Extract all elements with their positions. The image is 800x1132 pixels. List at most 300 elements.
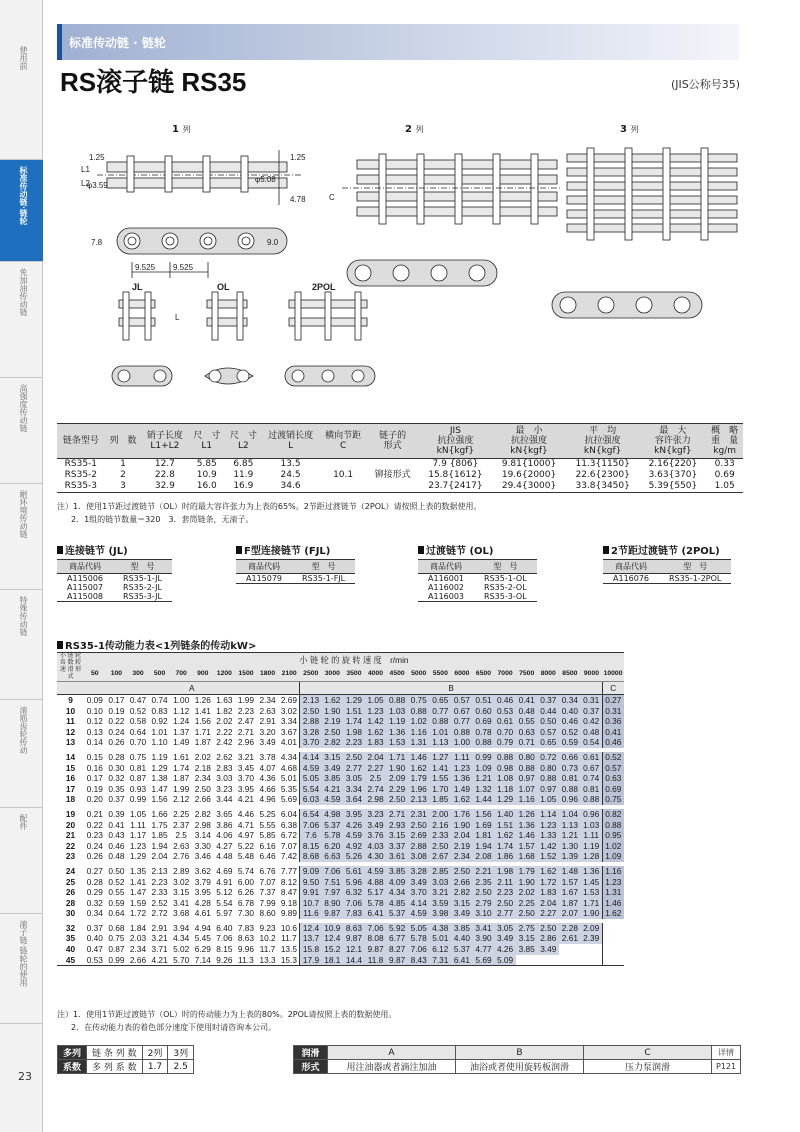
power-cell: 0.95 <box>602 830 624 841</box>
power-cell: 1.33 <box>537 830 559 841</box>
speed-cell: 300 <box>127 668 149 682</box>
power-cell: 3.49 <box>451 908 473 919</box>
power-cell: 5.37 <box>386 908 408 919</box>
multi-label-2: 系数 <box>58 1060 87 1074</box>
power-cell: 6.16 <box>259 840 276 851</box>
power-cell: 5.37 <box>322 820 344 831</box>
power-cell: 2.50 <box>300 706 322 717</box>
power-cell: 1.81 <box>473 830 495 841</box>
power-cell: 2.13 <box>151 865 168 876</box>
power-cell: 0.22 <box>108 716 125 727</box>
spec-cell: 9.81{1000} <box>501 459 557 469</box>
power-cell: 3.85 <box>322 773 344 784</box>
spec-cell: 6.85 <box>233 459 254 469</box>
speed-cell: 2100 <box>278 668 300 682</box>
teeth-cell: 35 <box>65 933 76 944</box>
power-cell: 2.71 <box>237 726 255 737</box>
power-row <box>57 944 624 955</box>
spec-cell: 7.9 {806} <box>432 459 479 469</box>
power-row <box>57 737 624 748</box>
power-cell: 1.16 <box>516 794 538 805</box>
power-cell: 1.57 <box>516 841 538 852</box>
power-cell: 1.01 <box>430 727 452 738</box>
spec-cell: 0.69 <box>714 470 735 480</box>
power-cell: 2.82 <box>194 808 211 819</box>
sidebar-item[interactable]: 免加油传动链 <box>0 262 43 378</box>
power-cell: 3.45 <box>237 762 255 773</box>
spec-cell: 5.85 <box>196 459 217 469</box>
power-cell: 17.9 <box>300 955 322 966</box>
power-cell: 1.29 <box>494 794 516 805</box>
power-cell: 0.52 <box>108 876 125 887</box>
power-cell: 0.53 <box>84 955 106 966</box>
power-cell: 7.06 <box>343 898 365 909</box>
zone-a: A <box>84 682 300 695</box>
power-speed-row <box>57 668 624 682</box>
power-cell <box>581 955 603 966</box>
power-cell: 9.91 <box>300 887 322 898</box>
connector-header-cell: 型 号 <box>474 560 537 574</box>
jis-code: (JIS公称号35) <box>670 78 740 91</box>
power-cell: 7.42 <box>280 851 297 862</box>
power-cell: 0.88 <box>516 763 538 774</box>
sidebar-item[interactable]: 滚筋齿轮传动 <box>0 700 43 808</box>
power-cell: 2.19 <box>451 841 473 852</box>
power-cell: 2.69 <box>408 830 430 841</box>
power-cell: 8.60 <box>259 908 276 919</box>
power-cell: 0.88 <box>473 737 495 748</box>
power-cell: 1.90 <box>516 877 538 888</box>
power-cell: 4.59 <box>300 763 322 774</box>
power-cell: 0.53 <box>494 706 516 717</box>
power-cell: 2.02 <box>216 716 233 727</box>
power-cell: 11.6 <box>300 908 322 919</box>
power-cell: 1.49 <box>451 784 473 795</box>
power-cell: 0.10 <box>86 705 103 716</box>
power-cell: 5.22 <box>237 840 255 851</box>
power-cell: 3.23 <box>365 809 387 820</box>
power-cell: 3.34 <box>343 784 365 795</box>
spec-cell: RS35-1 <box>64 459 98 469</box>
power-cell: 5.01 <box>430 933 452 944</box>
connector-cell: A116002 <box>428 583 465 592</box>
power-cell: 8.63 <box>237 933 255 944</box>
power-cell: 0.23 <box>86 830 103 841</box>
power-cell: 2.52 <box>151 897 168 908</box>
power-cell: 2.39 <box>581 933 603 944</box>
power-cell: 1.90 <box>451 820 473 831</box>
power-cell: 6.26 <box>237 887 255 898</box>
spec-cell <box>319 459 366 471</box>
multi-label-1: 多列 <box>58 1046 87 1060</box>
power-cell: 1.98 <box>494 866 516 877</box>
sidebar <box>0 0 43 1132</box>
power-cell: 2.16 <box>430 820 452 831</box>
power-cell: 13.5 <box>280 944 297 955</box>
connector-header-row <box>57 560 172 574</box>
power-cell: 0.52 <box>602 752 624 763</box>
power-cell: 1.24 <box>173 716 190 727</box>
power-cell: 1.62 <box>451 794 473 805</box>
power-cell: 5.25 <box>259 808 276 819</box>
power-cell: 0.30 <box>108 762 125 773</box>
power-cell: 8.08 <box>365 933 387 944</box>
power-cell: 0.46 <box>108 840 125 851</box>
connector-cell: RS35-2-JL <box>123 583 162 592</box>
power-cell: 0.36 <box>602 716 624 727</box>
teeth-cell: 24 <box>65 865 76 876</box>
connector-row <box>57 583 172 592</box>
power-cell: 1.46 <box>516 830 538 841</box>
connector-cell: RS35-1-FJL <box>292 574 355 584</box>
power-cell: 1.32 <box>473 784 495 795</box>
power-cell: 4.59 <box>343 830 365 841</box>
power-row <box>57 727 624 738</box>
speed-cell: 50 <box>84 668 106 682</box>
spec-row <box>57 481 743 493</box>
power-cell: 2.50 <box>386 794 408 805</box>
sidebar-item[interactable]: 耐环境传动链 <box>0 484 43 590</box>
power-cell: 2.96 <box>237 737 255 748</box>
power-cell: 1.46 <box>408 752 430 763</box>
power-cell: 3.70 <box>237 773 255 784</box>
power-cell: 0.96 <box>581 809 603 820</box>
view-label-single: 1 列 <box>172 124 191 135</box>
power-cell: 5.12 <box>216 887 233 898</box>
connector-cell: RS35-1-JL <box>123 574 162 583</box>
jl-label: JL <box>132 282 143 292</box>
power-cell: 0.32 <box>108 773 125 784</box>
spec-cell: 33.8{3450} <box>566 481 640 493</box>
ol-drawing <box>205 292 253 384</box>
power-cell: 1.19 <box>581 841 603 852</box>
triple-strand-side-view <box>552 292 702 318</box>
power-cell: 1.62 <box>322 695 344 706</box>
power-cell: 3.03 <box>430 877 452 888</box>
power-cell: 9.23 <box>259 922 276 933</box>
power-cell: 1.51 <box>343 706 365 717</box>
power-cell: 2.50 <box>451 866 473 877</box>
power-cell: 0.19 <box>108 705 125 716</box>
power-cell: 4.34 <box>173 933 190 944</box>
power-cell: 1.18 <box>494 784 516 795</box>
power-cell: 0.80 <box>516 752 538 763</box>
power-cell: 1.13 <box>430 737 452 748</box>
connector-cell: RS35-1-2POL <box>659 574 731 584</box>
spec-cell: 1 <box>120 459 126 469</box>
power-cell: 2.63 <box>173 840 190 851</box>
power-cell: 0.52 <box>559 727 581 738</box>
power-cell: 0.50 <box>537 716 559 727</box>
sidebar-item[interactable]: 标准传动链·链轮 <box>0 160 43 262</box>
power-cell: 2.02 <box>194 751 211 762</box>
power-cell: 3.85 <box>451 923 473 934</box>
dim-l1: L1 <box>81 165 90 174</box>
power-cell: 3.67 <box>280 726 297 737</box>
power-cell: 0.67 <box>451 706 473 717</box>
spec-cell: 12.7 <box>154 459 175 469</box>
power-cell: 1.08 <box>494 773 516 784</box>
spec-cell: 24.5 <box>280 470 301 480</box>
power-cell: 3.95 <box>343 809 365 820</box>
spec-row <box>57 470 743 481</box>
power-cell: 7.83 <box>237 922 255 933</box>
power-cell: 0.37 <box>537 695 559 706</box>
power-cell: 5.74 <box>237 865 255 876</box>
power-cell: 1.79 <box>408 773 430 784</box>
power-cell: 3.41 <box>173 897 190 908</box>
connector-header-cell: 商品代码 <box>57 560 113 574</box>
power-cell: 1.36 <box>451 773 473 784</box>
teeth-cell: 22 <box>65 840 76 851</box>
multi-col-3: 3列 <box>168 1046 194 1060</box>
power-cell: 0.71 <box>516 737 538 748</box>
power-cell: 1.05 <box>365 695 387 706</box>
teeth-cell: 32 <box>65 922 76 933</box>
power-cell: 0.87 <box>108 944 125 955</box>
power-cell: 5.70 <box>170 955 192 966</box>
power-cell: 0.65 <box>430 695 452 706</box>
connector-table <box>603 559 731 584</box>
power-cell: 5.55 <box>259 819 276 830</box>
sidebar-item[interactable]: 使用前 <box>0 40 43 160</box>
power-cell: 2.50 <box>537 923 559 934</box>
power-cell: 0.88 <box>581 794 603 805</box>
power-cell: 1.26 <box>516 809 538 820</box>
power-cell: 1.31 <box>408 737 430 748</box>
power-cell: 6.00 <box>237 876 255 887</box>
dim-top: 1.25 <box>89 153 105 162</box>
power-cell: 1.94 <box>151 840 168 851</box>
power-cell: 9.87 <box>322 908 344 919</box>
power-row <box>57 877 624 888</box>
power-cell: 6.32 <box>343 887 365 898</box>
power-cell: 7.14 <box>192 955 214 966</box>
power-cell: 4.91 <box>216 876 233 887</box>
lub-method-a: 用注油器或者滴注加油 <box>328 1060 456 1074</box>
power-cell: 1.99 <box>237 695 255 705</box>
spec-cell: 23.7{2417} <box>419 481 493 493</box>
power-cell: 2.34 <box>259 695 276 705</box>
power-cell: 1.23 <box>602 877 624 888</box>
power-cell: 1.62 <box>365 727 387 738</box>
power-cell: 1.53 <box>581 887 603 898</box>
zone-c: C <box>602 682 624 695</box>
power-cell: 0.26 <box>108 737 125 748</box>
power-cell: 3.49 <box>322 763 344 774</box>
connector-row <box>57 592 172 602</box>
power-cell: 3.49 <box>494 933 516 944</box>
power-zone-row <box>57 682 624 695</box>
power-cell: 4.46 <box>237 808 255 819</box>
sidebar-item[interactable]: 配件 <box>0 808 43 914</box>
spec-table <box>57 423 743 493</box>
connector-title: 连接链节 (JL) <box>57 546 172 558</box>
power-cell: 4.98 <box>322 809 344 820</box>
power-cell: 1.85 <box>151 830 168 841</box>
power-cell: 5.26 <box>343 851 365 862</box>
power-cell: 0.20 <box>86 794 103 805</box>
power-cell <box>516 955 538 966</box>
power-cell: 3.59 <box>430 898 452 909</box>
power-cell: 12.4 <box>322 933 344 944</box>
power-cell: 7.06 <box>365 923 387 934</box>
power-cell: 1.29 <box>151 762 168 773</box>
power-cell: 7.30 <box>237 908 255 919</box>
sidebar-item[interactable]: 特殊传动链 <box>0 590 43 700</box>
spec-cell: 29.4{3000} <box>492 481 566 493</box>
power-cell: 10.7 <box>300 898 322 909</box>
power-cell: 0.63 <box>602 773 624 784</box>
power-cell: 1.72 <box>537 877 559 888</box>
power-cell: 1.57 <box>559 877 581 888</box>
power-cell: 1.87 <box>173 773 190 784</box>
power-cell: 3.85 <box>386 866 408 877</box>
sidebar-item[interactable]: 高强度传动链 <box>0 378 43 484</box>
zone-b: B <box>300 682 602 695</box>
jl-drawing <box>112 292 172 386</box>
spec-cell: 1.05 <box>706 481 743 493</box>
power-cell: 1.56 <box>473 809 495 820</box>
power-cell: 5.54 <box>300 784 322 795</box>
power-cell: 0.16 <box>86 762 103 773</box>
power-cell: 1.45 <box>581 877 603 888</box>
spec-header-cell: 最 小 抗拉强度 kN{kgf} <box>492 424 566 459</box>
power-cell: 7.97 <box>322 887 344 898</box>
speed-label: 小 链 轮 的 旋 转 速 度 r/min <box>84 653 624 668</box>
power-cell: 1.62 <box>494 830 516 841</box>
power-cell: 2.76 <box>173 851 190 862</box>
power-cell: 1.16 <box>602 866 624 877</box>
dim-height-r: 9.0 <box>267 238 279 247</box>
teeth-cell: 28 <box>65 897 76 908</box>
power-cell: 0.47 <box>129 695 147 705</box>
power-cell: 0.26 <box>86 851 103 862</box>
power-cell: 1.55 <box>430 773 452 784</box>
power-row <box>57 866 624 877</box>
power-cell: 1.39 <box>559 851 581 862</box>
power-cell: 0.48 <box>108 851 125 862</box>
power-cell: 3.68 <box>173 908 190 919</box>
power-cell: 3.21 <box>151 933 168 944</box>
power-cell: 0.37 <box>581 706 603 717</box>
spec-row <box>57 459 743 471</box>
power-cell: 2.25 <box>173 808 190 819</box>
power-cell: 2.21 <box>473 866 495 877</box>
power-cell: 3.90 <box>473 933 495 944</box>
power-cell: 4.97 <box>237 830 255 841</box>
sidebar-item[interactable]: 滚子链·链轮的使用 <box>0 914 43 1024</box>
connector-header-cell: 商品代码 <box>418 560 474 574</box>
power-cell: 5.92 <box>386 923 408 934</box>
power-cell: 3.23 <box>216 783 233 794</box>
power-cell: 1.62 <box>408 763 430 774</box>
power-header-row <box>57 653 624 668</box>
power-table <box>57 652 624 966</box>
power-cell: 2.85 <box>430 866 452 877</box>
power-cell: 5.05 <box>408 923 430 934</box>
power-cell: 0.98 <box>494 763 516 774</box>
power-cell: 3.70 <box>300 737 322 748</box>
power-cell: 0.97 <box>516 773 538 784</box>
teeth-cell: 20 <box>65 819 76 830</box>
power-cell: 5.78 <box>365 898 387 909</box>
spec-cell <box>319 481 366 493</box>
power-cell: 6.38 <box>280 819 297 830</box>
power-cell: 5.35 <box>280 783 297 794</box>
power-cell: 7.37 <box>259 887 276 898</box>
power-cell: 0.22 <box>86 819 103 830</box>
power-cell: 4.14 <box>408 898 430 909</box>
power-cell: 0.92 <box>151 716 168 727</box>
power-cell: 8.12 <box>280 876 297 887</box>
teeth-cell: 19 <box>65 808 76 819</box>
power-cell <box>559 944 581 955</box>
spec-cell: 3 <box>105 481 142 493</box>
spec-cell: 10.9 <box>196 470 217 480</box>
power-cell: 1.26 <box>194 695 211 705</box>
connector-title: 过渡链节 (OL) <box>418 546 537 558</box>
power-cell: 4.71 <box>237 819 255 830</box>
connector-header-row <box>236 560 355 574</box>
power-cell: 0.73 <box>559 763 581 774</box>
spec-cell: 0.33 <box>714 459 735 469</box>
teeth-cell: 30 <box>65 908 76 919</box>
band-marker <box>57 24 62 60</box>
power-cell: 1.59 <box>129 897 147 908</box>
power-cell: 3.79 <box>194 876 211 887</box>
power-cell: 9.09 <box>300 866 322 877</box>
connector-block <box>236 546 355 584</box>
triple-strand-top-view <box>567 148 737 240</box>
power-cell: 1.52 <box>537 851 559 862</box>
power-cell: 2.09 <box>581 923 603 934</box>
spec-header-cell: JIS 抗拉强度 kN{kgf} <box>419 424 493 459</box>
power-cell: 1.36 <box>581 866 603 877</box>
power-cell: 1.11 <box>130 819 146 830</box>
power-cell: 0.41 <box>516 695 538 706</box>
spec-header-cell: 过渡销长度 L <box>262 424 320 459</box>
power-cell: 0.99 <box>473 752 495 763</box>
power-cell: 2.34 <box>194 773 211 784</box>
power-cell: 0.31 <box>581 695 603 706</box>
power-cell: 4.48 <box>216 851 233 862</box>
power-cell: 2.28 <box>559 923 581 934</box>
power-row <box>57 784 624 795</box>
power-cell: 2.19 <box>322 716 344 727</box>
power-cell: 2.98 <box>365 794 387 805</box>
teeth-cell: 18 <box>65 794 76 805</box>
power-cell: 1.47 <box>151 783 168 794</box>
power-cell: 2.98 <box>194 819 211 830</box>
power-cell: 1.98 <box>343 727 365 738</box>
teeth-cell: 10 <box>65 705 76 716</box>
power-cell: 2.13 <box>408 794 430 805</box>
power-cell: 2.27 <box>537 908 559 919</box>
power-cell: 2.63 <box>259 705 276 716</box>
power-cell: 0.87 <box>129 773 147 784</box>
power-cell: 1.17 <box>129 830 147 841</box>
dim-l2: L2 <box>81 179 90 188</box>
power-cell: 4.96 <box>259 794 276 805</box>
power-cell: 1.40 <box>494 809 516 820</box>
power-cell: 1.10 <box>151 737 168 748</box>
power-cell: 3.49 <box>365 820 387 831</box>
power-cell: 8.47 <box>280 887 297 898</box>
spec-header-cell: 列 数 <box>105 424 142 459</box>
multi-col-2: 2列 <box>142 1046 168 1060</box>
power-cell: 13.3 <box>257 955 279 966</box>
